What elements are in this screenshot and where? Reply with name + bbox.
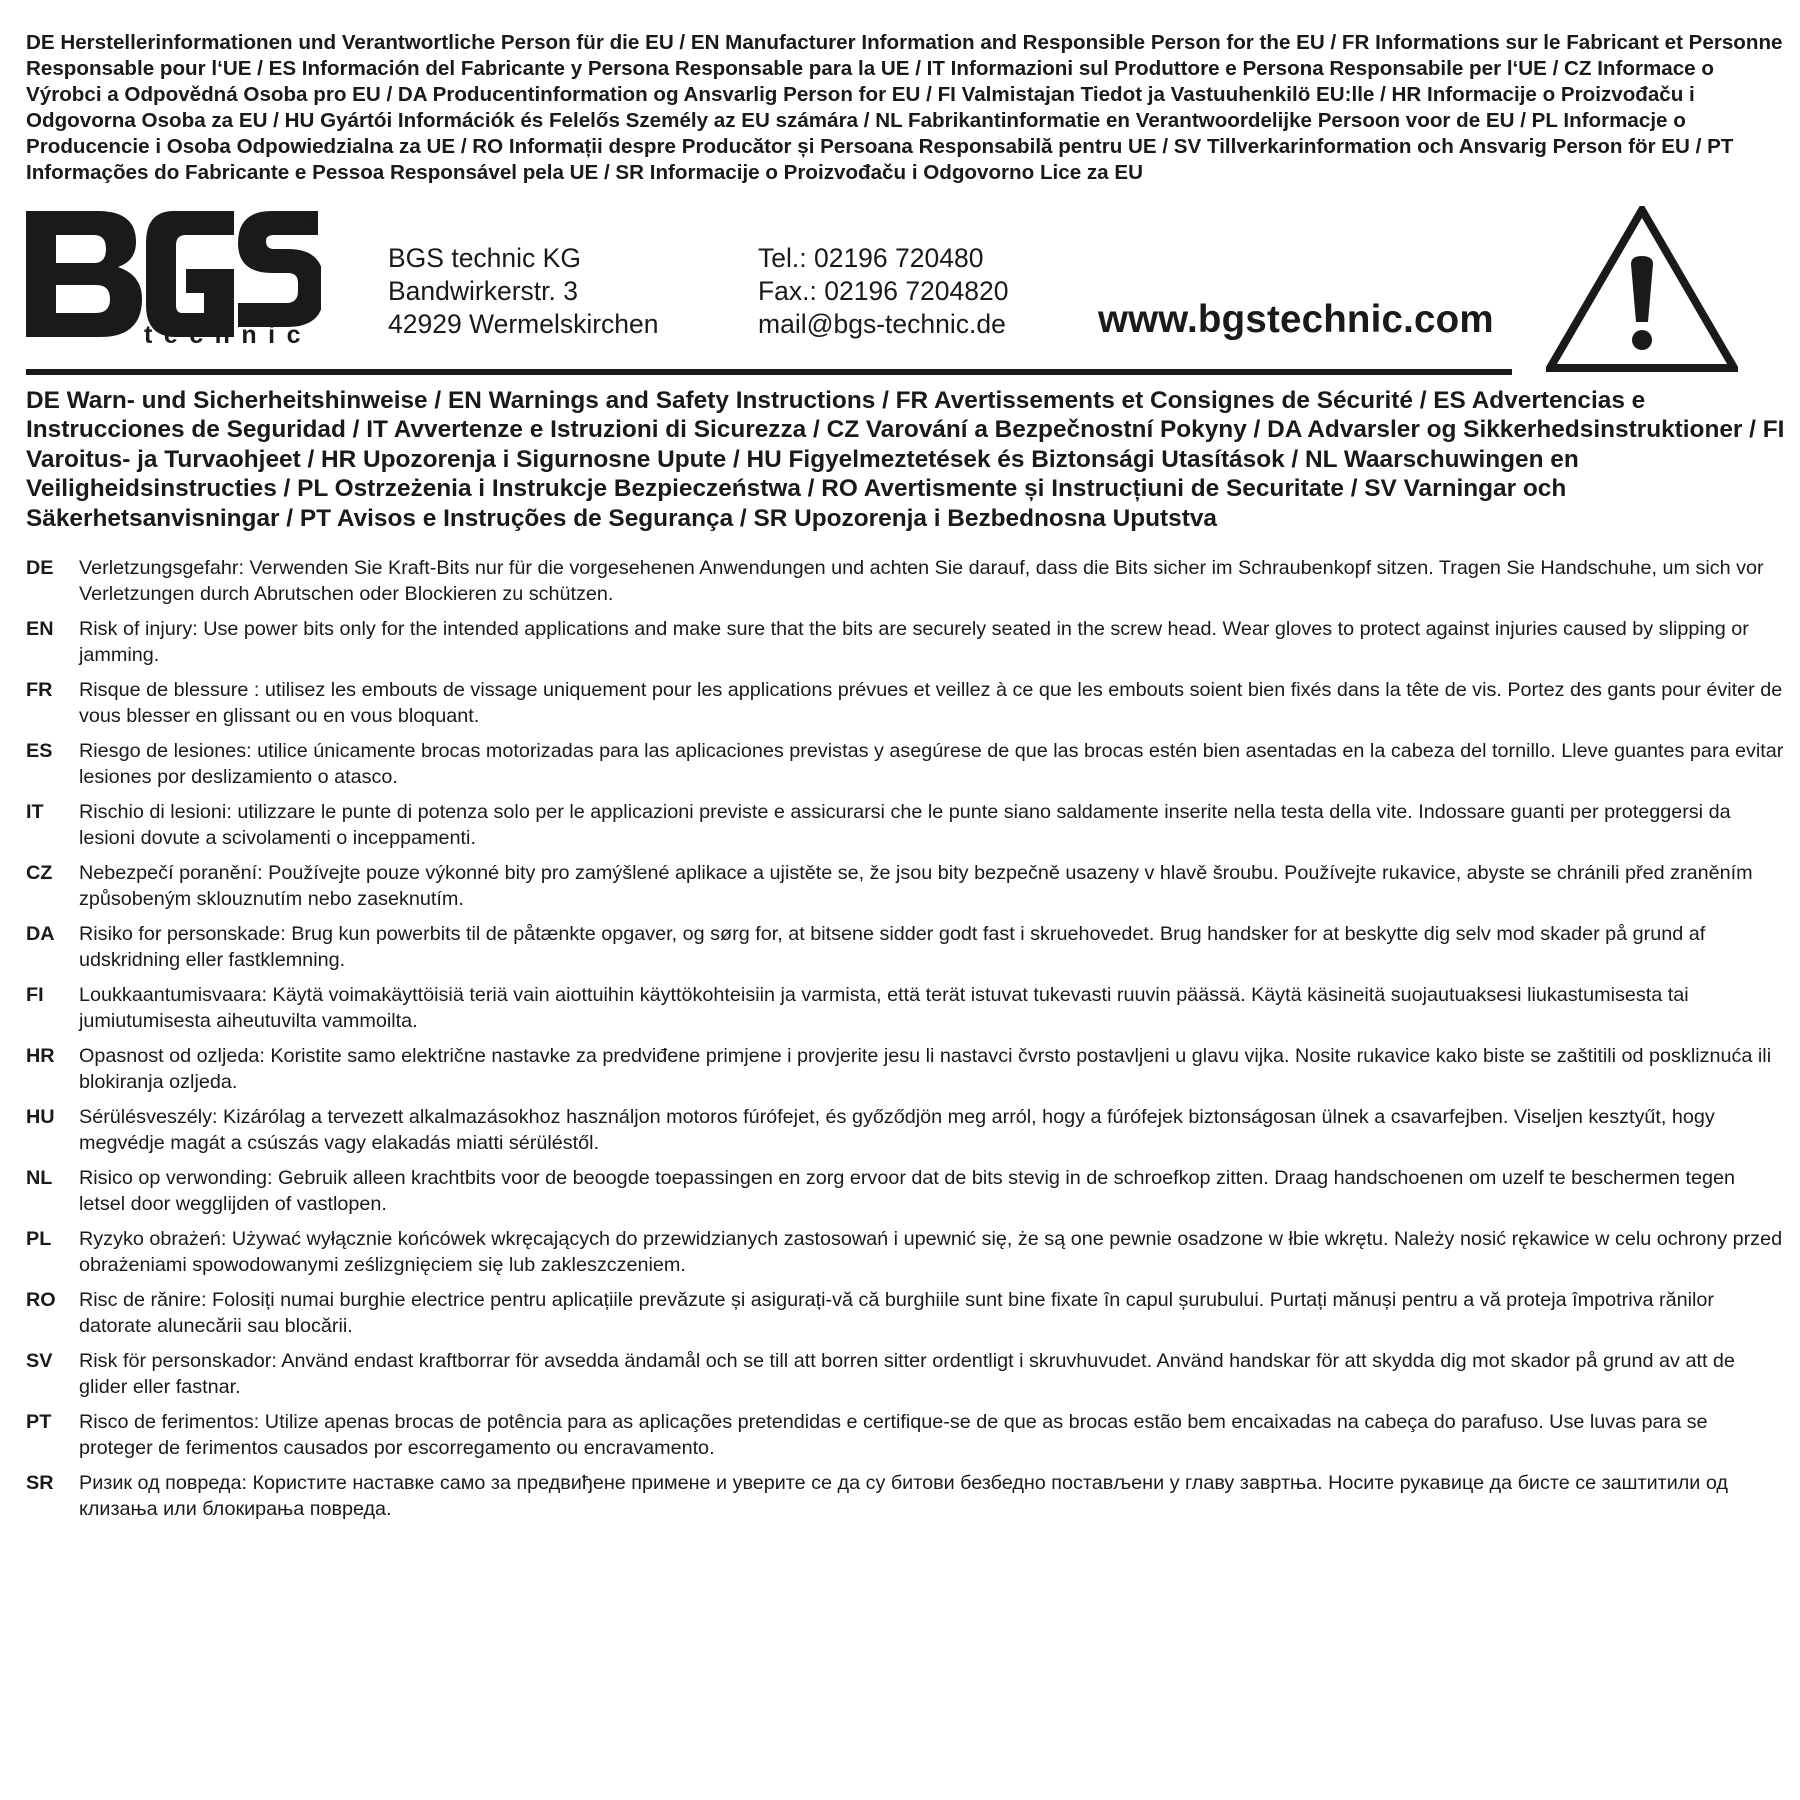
- language-code: PT: [26, 1411, 52, 1434]
- contact-mail[interactable]: mail@bgs-technic.de: [758, 309, 1006, 339]
- contact-fax: Fax.: 02196 7204820: [758, 276, 1009, 306]
- bgs-logo: [26, 209, 321, 347]
- safety-text: Opasnost od ozljeda: Koristite samo električne nastavke za predviđene primjene i provjerite jesu li nastavci čvrsto postavljeni u glavu vijka. Nosite rukavice kako biste se zaštitili od poskliznuća ili blokiranja ozljeda.: [79, 1045, 1772, 1094]
- safety-item-cz: [26, 860, 1786, 912]
- language-code: FI: [26, 984, 44, 1007]
- safety-item-es: [26, 738, 1786, 790]
- safety-item-fr: [26, 677, 1786, 729]
- language-code: EN: [26, 618, 54, 641]
- safety-text: Verletzungsgefahr: Verwenden Sie Kraft-Bits nur für die vorgesehenen Anwendungen und achten Sie darauf, dass die Bits sicher im Schraubenkopf sitzen. Tragen Sie Handschuhe, um sich vor Verletzungen durch Abrutschen oder Blockieren zu schützen.: [79, 557, 1764, 606]
- language-code: DA: [26, 923, 55, 946]
- safety-item-en: [26, 616, 1786, 668]
- document-page: [26, 30, 1786, 1531]
- safety-text: Riesgo de lesiones: utilice únicamente brocas motorizadas para las aplicaciones previstas y asegúrese de que las brocas estén bien asentadas en la cabeza del tornillo. Lleve guantes para evitar lesiones por deslizamiento o atasco.: [79, 740, 1784, 789]
- company-contact: [758, 242, 1008, 341]
- safety-text: Sérülésveszély: Kizárólag a tervezett alkalmazásokhoz használjon motoros fúrófejet, és győződjön meg arról, hogy a fúrófejek biztonságosan ülnek a csavarfejben. Viseljen kesztyűt, hogy megvédje magát a csúszás vagy elakadás miatti sérüléstől.: [79, 1106, 1715, 1155]
- language-code: SR: [26, 1472, 54, 1495]
- language-code: RO: [26, 1289, 56, 1312]
- brand-row: [26, 206, 1786, 384]
- safety-text: Risco de ferimentos: Utilize apenas brocas de potência para as aplicações pretendidas e certifique-se de que as brocas estão bem encaixadas na cabeça do parafuso. Use luvas para se proteger de ferimentos causados por escorregamento ou encravamento.: [79, 1411, 1708, 1460]
- safety-text: Risque de blessure : utilisez les embouts de vissage uniquement pour les applications prévues et veillez à ce que les embouts soient bien fixés dans la tête de vis. Portez des gants pour éviter de vous blesser en glissant ou en vous bloquant.: [79, 679, 1783, 728]
- safety-text: Risc de rănire: Folosiți numai burghie electrice pentru aplicațiile prevăzute și asigurați-vă că burghiile sunt bine fixate în capul șurubului. Purtați mănuși pentru a vă proteja împotriva rănilor datorate alunecării sau blocării.: [79, 1289, 1714, 1338]
- language-code: PL: [26, 1228, 52, 1251]
- safety-item-sr: [26, 1470, 1786, 1522]
- language-code: HU: [26, 1106, 55, 1129]
- safety-item-ro: [26, 1287, 1786, 1339]
- safety-item-fi: [26, 982, 1786, 1034]
- language-code: CZ: [26, 862, 53, 885]
- safety-item-da: [26, 921, 1786, 973]
- language-code: SV: [26, 1350, 53, 1373]
- company-address: [388, 242, 659, 341]
- safety-text: Ryzyko obrażeń: Używać wyłącznie końcówek wkręcających do przewidzianych zastosowań i upewnić się, że są one pewnie osadzone w łbie wkrętu. Należy nosić rękawice w celu ochrony przed obrażeniami spowodowanymi ześlizgnięciem się lub zakleszczeniem.: [79, 1228, 1783, 1277]
- language-code: IT: [26, 801, 44, 824]
- safety-item-pt: [26, 1409, 1786, 1461]
- safety-text: Rischio di lesioni: utilizzare le punte di potenza solo per le applicazioni previste e assicurarsi che le punte siano saldamente inserite nella testa della vite. Indossare guanti per proteggersi da lesioni dovute a scivolamenti o inceppamenti.: [79, 801, 1731, 850]
- safety-item-hu: [26, 1104, 1786, 1156]
- company-name: BGS technic KG: [388, 243, 581, 273]
- warning-triangle-icon: [1546, 206, 1738, 374]
- website-link[interactable]: www.bgstechnic.com: [1098, 298, 1494, 341]
- safety-items-list: [26, 555, 1786, 1522]
- company-city: 42929 Wermelskirchen: [388, 309, 659, 339]
- safety-text: Risiko for personskade: Brug kun powerbits til de påtænkte opgaver, og sørg for, at bitsene sidder godt fast i skruehovedet. Brug handsker for at beskytte dig selv mod skader på grund af udskridning eller fastklemning.: [79, 923, 1706, 972]
- manufacturer-info-heading: DE Herstellerinformationen und Verantwortliche Person für die EU / EN Manufacturer Information and Responsible Person for the EU / FR Informations sur le Fabricant et Personne Responsable pour l‘UE / ES Información del Fabricante y Persona Responsable para la UE / IT Informazioni sul Produttore e Persona Responsabile per l‘UE / CZ Informace o Výrobci a Odpovědná Osoba pro EU / DA Producentinformation og Ansvarlig Person for EU / FI Valmistajan Tiedot ja Vastuuhenkilö EU:lle / HR Informacije o Proizvođaču i Odgovorna Osoba za EU / HU Gyártói Információk és Felelős Személy az EU számára / NL Fabrikantinformatie en Verantwoordelijke Persoon voor de EU / PL Informacje o Producencie i Osoba Odpowiedzialna za UE / RO Informații despre Producător și Persoana Responsabilă pentru UE / SV Tillverkarinformation och Ansvarig Person för EU / PT Informações do Fabricante e Pessoa Responsável pela UE / SR Informacije o Proizvođaču i Odgovorno Lice za EU: [26, 31, 1783, 184]
- language-code: DE: [26, 557, 54, 580]
- registered-mark: ®: [304, 210, 316, 227]
- safety-text: Risk för personskador: Använd endast kraftborrar för avsedda ändamål och se till att borren sitter ordentligt i skruvhuvudet. Använd handskar för att skydda dig mot skador på grund av att de glider eller fastnar.: [79, 1350, 1735, 1399]
- safety-item-sv: [26, 1348, 1786, 1400]
- logo-subtext: technic: [144, 321, 313, 347]
- company-street: Bandwirkerstr. 3: [388, 276, 578, 306]
- language-code: NL: [26, 1167, 53, 1190]
- safety-text: Loukkaantumisvaara: Käytä voimakäyttöisiä teriä vain aiottuihin käyttökohteisiin ja varmista, että terät istuvat tukevasti ruuvin päässä. Käytä käsineitä suojautuaksesi liukastumisesta tai jumiutumisesta aiheutuvilta vammoilta.: [79, 984, 1689, 1033]
- safety-text: Ризик од повреда: Користите наставке само за предвиђене примене и уверите се да су битови безбедно постављени у главу завртња. Носите рукавице да бисте се заштитили од клизања или блокирања повреда.: [79, 1472, 1728, 1521]
- safety-text: Risk of injury: Use power bits only for the intended applications and make sure that the bits are securely seated in the screw head. Wear gloves to protect against injuries caused by slipping or jamming.: [79, 618, 1749, 667]
- safety-item-de: [26, 555, 1786, 607]
- safety-text: Nebezpečí poranění: Používejte pouze výkonné bity pro zamýšlené aplikace a ujistěte se, že jsou bity bezpečně usazeny v hlavě šroubu. Používejte rukavice, abyste se chránili před zraněním způsobeným sklouznutím nebo zaseknutím.: [79, 862, 1753, 911]
- contact-tel: Tel.: 02196 720480: [758, 243, 984, 273]
- language-code: ES: [26, 740, 53, 763]
- safety-item-nl: [26, 1165, 1786, 1217]
- safety-heading: DE Warn- und Sicherheitshinweise / EN Warnings and Safety Instructions / FR Avertissements et Consignes de Sécurité / ES Advertencias e Instrucciones de Seguridad / IT Avvertenze e Istruzioni di Sicurezza / CZ Varování a Bezpečnostní Pokyny / DA Advarsler og Sikkerhedsinstruktioner / FI Varoitus- ja Turvaohjeet / HR Upozorenja i Sigurnosne Upute / HU Figyelmeztetések és Biztonsági Utasítások / NL Waarschuwingen en Veiligheidsinstructies / PL Ostrzeżenia i Instrukcje Bezpieczeństwa / RO Avertismente și Instrucțiuni de Securitate / SV Varningar och Säkerhetsanvisningar / PT Avisos e Instruções de Segurança / SR Upozorenja i Bezbednosna Uputstva: [26, 387, 1785, 532]
- safety-item-it: [26, 799, 1786, 851]
- safety-text: Risico op verwonding: Gebruik alleen krachtbits voor de beoogde toepassingen en zorg ervoor dat de bits stevig in de schroefkop zitten. Draag handschoenen om uzelf te beschermen tegen letsel door wegglijden of vastlopen.: [79, 1167, 1736, 1216]
- language-code: FR: [26, 679, 53, 702]
- safety-item-hr: [26, 1043, 1786, 1095]
- divider-rule: [26, 369, 1512, 375]
- safety-item-pl: [26, 1226, 1786, 1278]
- language-code: HR: [26, 1045, 55, 1068]
